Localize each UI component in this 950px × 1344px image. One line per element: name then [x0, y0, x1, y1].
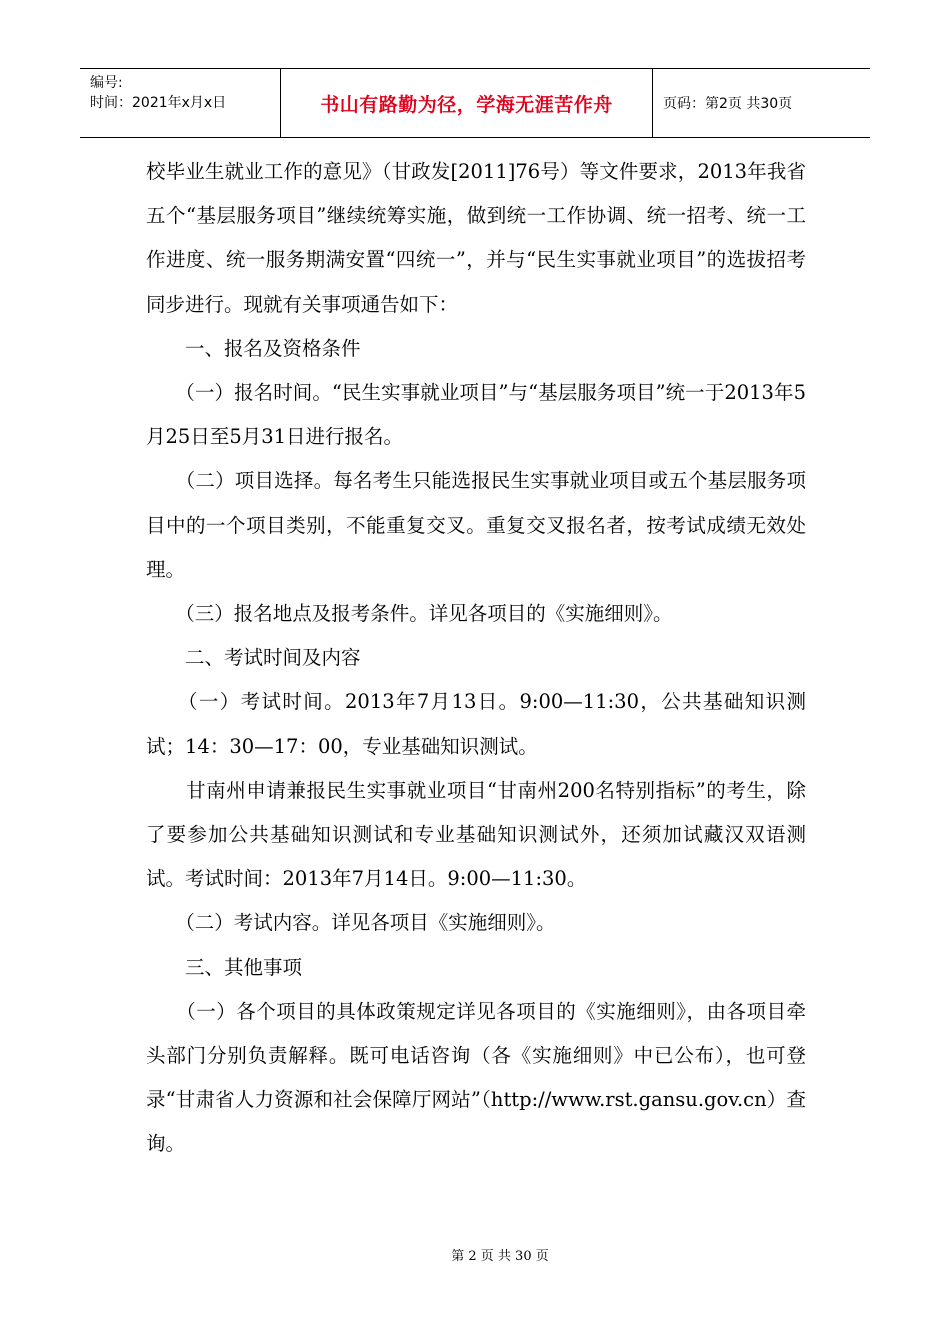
header-page-cell [653, 69, 870, 137]
paragraph: （一）报名时间。“民生实事就业项目”与“基层服务项目”统一于2013年5月25日至5月31日进行报名。 [146, 381, 806, 449]
paragraph: （三）报名地点及报考条件。详见各项目的《实施细则》。 [146, 602, 673, 626]
section-heading: 一、报名及资格条件 [146, 336, 361, 360]
paragraph: 校毕业生就业工作的意见》（甘政发[2011]76号）等文件要求，2013年我省五个“基层服务项目”继续统筹实施，做到统一工作协调、统一招考、统一工作进度、统一服务期满安置“四统一”，并与“民生实事就业项目”的选拔招考同步进行。现就有关事项通告如下： [146, 160, 806, 316]
header-motto-cell [281, 69, 653, 137]
paragraph: 甘南州申请兼报民生实事就业项目“甘南州200名特别指标”的考生，除了要参加公共基础知识测试和专业基础知识测试外，还须加试藏汉双语测试。考试时间：2013年7月14日。9:00—11:30。 [146, 778, 806, 891]
paragraph: （一）考试时间。2013年7月13日。9:00—11:30，公共基础知识测试；14：30—17：00，专业基础知识测试。 [146, 690, 806, 758]
paragraph: （一）各个项目的具体政策规定详见各项目的《实施细则》，由各项目牵头部门分别负责解释。既可电话咨询（各《实施细则》中已公布），也可登录“甘肃省人力资源和社会保障厅网站”（http://www.rst.gansu.gov.cn）查询。 [146, 999, 806, 1156]
document-body [146, 150, 806, 1167]
section-heading: 三、其他事项 [146, 955, 303, 979]
document-number-label: 编号: [90, 75, 123, 91]
page-footer: 第 2 页 共 30 页 [451, 1249, 549, 1264]
paragraph: （二）考试内容。详见各项目《实施细则》。 [146, 911, 556, 935]
section-heading: 二、考试时间及内容 [146, 646, 361, 670]
header-motto: 书山有路勤为径，学海无涯苦作舟 [320, 93, 613, 116]
header-page-number: 页码：第2页 共30页 [663, 96, 793, 112]
paragraph: （二）项目选择。每名考生只能选报民生实事就业项目或五个基层服务项目中的一个项目类别，不能重复交叉。重复交叉报名者，按考试成绩无效处理。 [146, 469, 806, 581]
document-time-label: 时间：2021年x月x日 [90, 95, 227, 111]
page-header [80, 68, 870, 138]
header-meta-cell [80, 69, 281, 137]
